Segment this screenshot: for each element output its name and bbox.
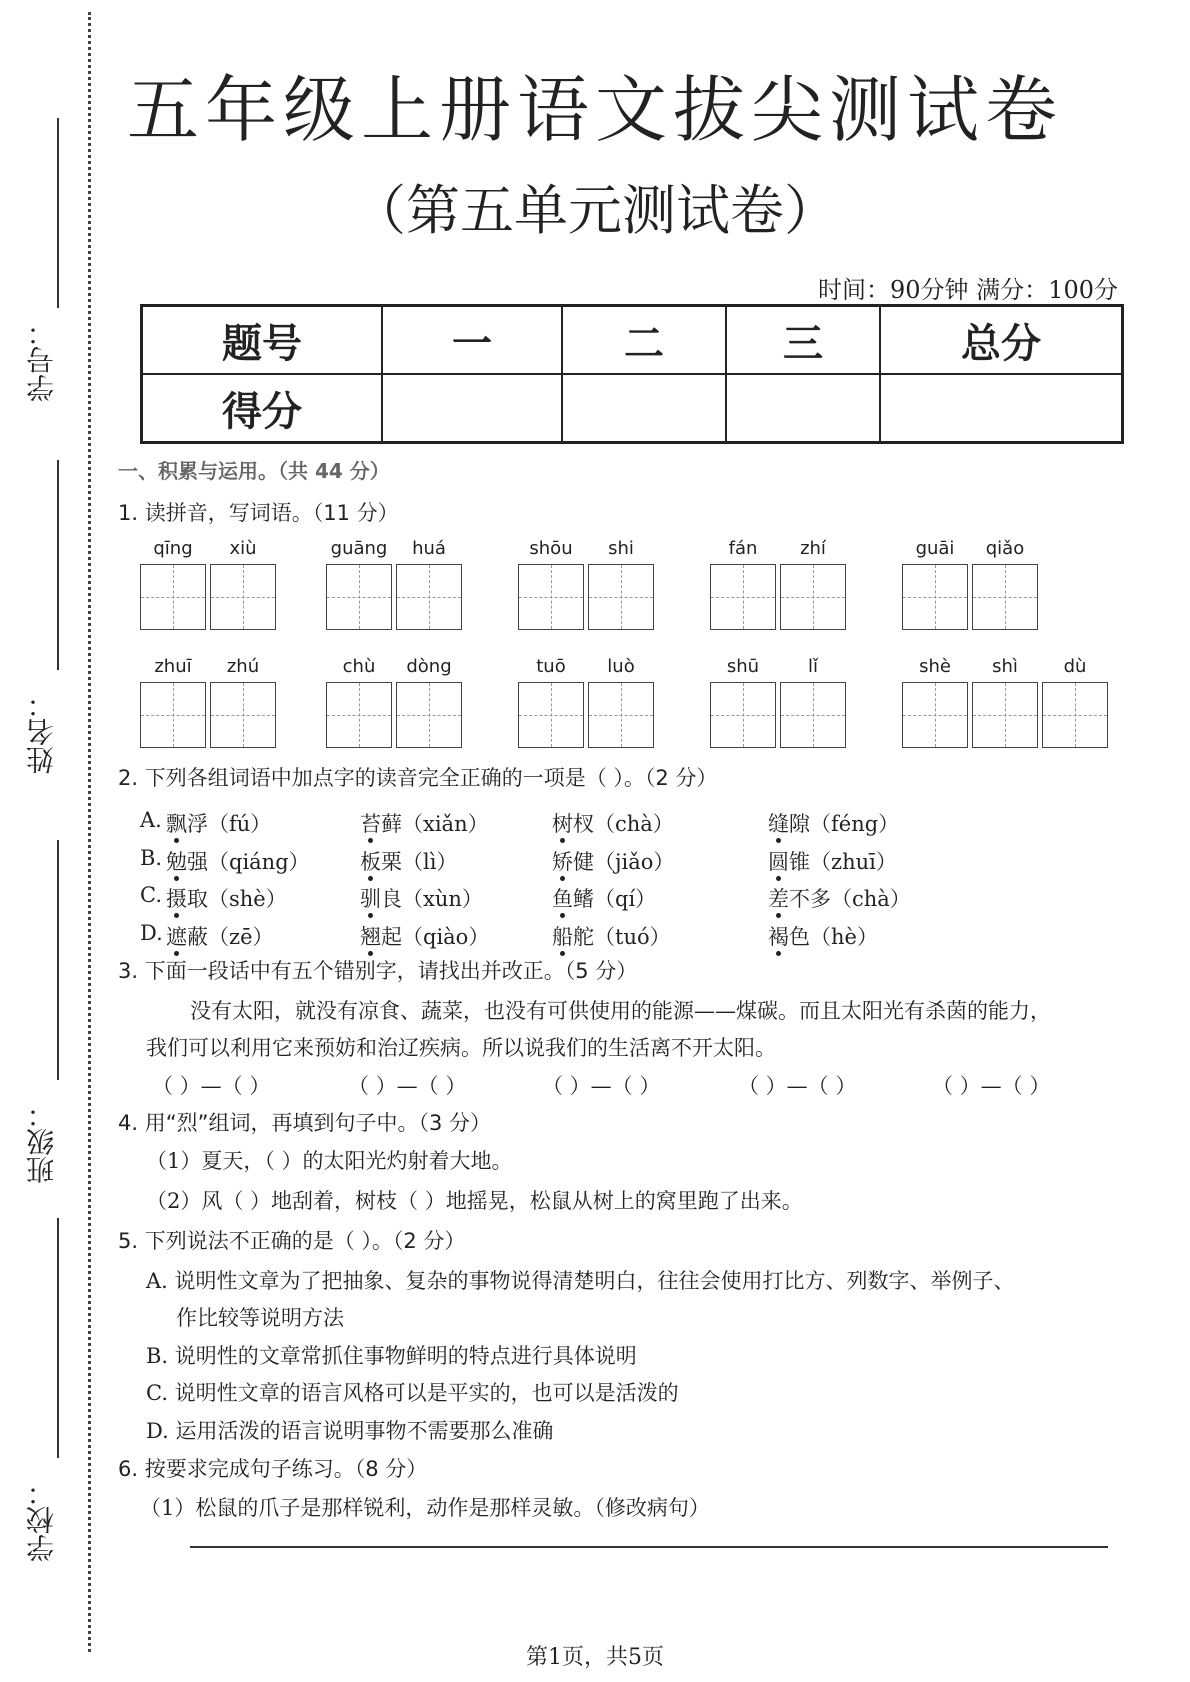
q3-paragraph-line2: 我们可以利用它来预妨和治辽疾病。所以说我们的生活离不开太阳。	[146, 1036, 776, 1060]
q5-option-c: C. 说明性文章的语言风格可以是平实的，也可以是活泼的	[146, 1381, 679, 1405]
q2-title: 2. 下列各组词语中加点字的读音完全正确的一项是（ ）。（2 分）	[118, 766, 718, 790]
score-cell: 得分	[142, 374, 383, 443]
pinyin-reading: （zē）	[208, 925, 274, 949]
dotted-character: 褐	[768, 925, 789, 949]
page-subtitle: （第五单元测试卷）	[352, 179, 838, 242]
dotted-character: 飘	[166, 812, 187, 836]
score-input-cell[interactable]	[562, 374, 726, 443]
name-label: 姓名：	[25, 690, 58, 774]
tianzige-box[interactable]	[140, 682, 206, 748]
dotted-character: 苔	[360, 812, 381, 836]
tianzige-box[interactable]	[1042, 682, 1108, 748]
q2-option-label: C.	[140, 883, 162, 907]
tianzige-box[interactable]	[396, 564, 462, 630]
pinyin-label: chù	[342, 656, 376, 677]
pinyin-reading: （xùn）	[402, 887, 483, 911]
pinyin-label: fán	[728, 538, 758, 559]
q2-option-label: B.	[140, 846, 163, 870]
tianzige-box[interactable]	[140, 564, 206, 630]
q2-word	[552, 846, 674, 876]
score-cell: 二	[562, 306, 726, 375]
dotted-character: 圆	[768, 850, 789, 874]
q2-word	[360, 808, 489, 838]
tianzige-box[interactable]	[326, 564, 392, 630]
q2-word	[552, 921, 671, 951]
word-rest: 取	[187, 887, 208, 911]
q3-blank-1[interactable]: （ ）—（ ）	[152, 1074, 271, 1098]
q2-word	[552, 883, 656, 913]
word-rest: 锥	[789, 850, 810, 874]
word-rest: 栗	[381, 850, 402, 874]
q5-title: 5. 下列说法不正确的是（ ）。（2 分）	[118, 1229, 466, 1253]
dotted-character: 摄	[166, 887, 187, 911]
pinyin-reading: （xiǎn）	[402, 812, 489, 836]
class-line	[57, 840, 59, 1080]
pinyin-reading: （shè）	[208, 887, 287, 911]
dotted-character: 缝	[768, 812, 789, 836]
word-rest: 健	[573, 850, 594, 874]
pinyin-reading: （tuó）	[594, 925, 671, 949]
q2-word	[360, 846, 457, 876]
tianzige-box[interactable]	[210, 564, 276, 630]
word-rest: 鳍	[573, 887, 594, 911]
pinyin-label: huá	[412, 538, 446, 559]
pinyin-reading: （chà）	[594, 812, 674, 836]
score-input-cell[interactable]	[726, 374, 880, 443]
pinyin-label: qīng	[153, 538, 193, 559]
word-rest: 隙	[789, 812, 810, 836]
score-cell: 三	[726, 306, 880, 375]
tianzige-box[interactable]	[780, 564, 846, 630]
q3-blank-5[interactable]: （ ）—（ ）	[932, 1074, 1051, 1098]
pinyin-label: shì	[992, 656, 1018, 677]
tianzige-box[interactable]	[972, 682, 1038, 748]
pinyin-label: zhí	[800, 538, 826, 559]
q2-word	[360, 883, 483, 913]
q3-blank-4[interactable]: （ ）—（ ）	[738, 1074, 857, 1098]
tianzige-box[interactable]	[210, 682, 276, 748]
pinyin-label: shè	[919, 656, 951, 677]
dotted-character: 树	[552, 812, 573, 836]
pinyin-reading: （fú）	[208, 812, 272, 836]
class-label: 班级：	[25, 1100, 58, 1184]
name-line	[57, 460, 59, 670]
word-rest: 藓	[381, 812, 402, 836]
pinyin-label: qiǎo	[985, 538, 1025, 559]
score-cell: 总分	[880, 306, 1123, 375]
pinyin-label: guāi	[915, 538, 955, 559]
dotted-character: 船	[552, 925, 573, 949]
tianzige-box[interactable]	[902, 564, 968, 630]
q4-sentence-1: （1）夏天，（ ）的太阳光灼射着大地。	[146, 1149, 513, 1173]
pinyin-reading: （chà）	[831, 887, 911, 911]
q6-title: 6. 按要求完成句子练习。（8 分）	[118, 1457, 428, 1481]
score-table	[140, 304, 1124, 444]
pinyin-label: shōu	[529, 538, 573, 559]
tianzige-box[interactable]	[326, 682, 392, 748]
pinyin-label: tuō	[536, 656, 566, 677]
pinyin-label: guāng	[330, 538, 388, 559]
tianzige-box[interactable]	[396, 682, 462, 748]
student-no-label: 学号：	[25, 318, 58, 402]
pinyin-label: shū	[726, 656, 760, 677]
score-input-cell[interactable]	[382, 374, 562, 443]
pinyin-label: lǐ	[807, 656, 818, 677]
tianzige-box[interactable]	[518, 564, 584, 630]
q5-option-b: B. 说明性的文章常抓住事物鲜明的特点进行具体说明	[146, 1344, 637, 1368]
pinyin-label: zhú	[226, 656, 260, 677]
pinyin-reading: （jiǎo）	[594, 850, 675, 874]
pinyin-reading: （zhuī）	[810, 850, 897, 874]
q2-option-label: D.	[140, 921, 163, 945]
dotted-character: 鱼	[552, 887, 573, 911]
tianzige-box[interactable]	[518, 682, 584, 748]
tianzige-box[interactable]	[588, 564, 654, 630]
q3-title: 3. 下面一段话中有五个错别字，请找出并改正。（5 分）	[118, 959, 638, 983]
q2-word	[552, 808, 674, 838]
q2-word	[768, 883, 911, 913]
pinyin-reading: （qiào）	[402, 925, 490, 949]
q2-word	[768, 921, 878, 951]
q3-blank-2[interactable]: （ ）—（ ）	[348, 1074, 467, 1098]
tianzige-box[interactable]	[902, 682, 968, 748]
tianzige-box[interactable]	[710, 682, 776, 748]
tianzige-box[interactable]	[972, 564, 1038, 630]
tianzige-box[interactable]	[588, 682, 654, 748]
q1-title: 1. 读拼音，写词语。（11 分）	[118, 501, 399, 525]
pinyin-label: zhuī	[154, 656, 192, 677]
page-footer: 第1页，共5页	[526, 1645, 664, 1670]
q3-blank-3[interactable]: （ ）—（ ）	[542, 1074, 661, 1098]
tianzige-box[interactable]	[710, 564, 776, 630]
q2-option-label: A.	[140, 808, 162, 832]
dotted-character: 板	[360, 850, 381, 874]
score-cell: 一	[382, 306, 562, 375]
q4-title: 4. 用“烈”组词，再填到句子中。（3 分）	[118, 1111, 492, 1135]
pinyin-reading: （qiáng）	[208, 850, 310, 874]
q2-word	[166, 846, 310, 876]
q3-paragraph-line1: 没有太阳，就没有凉食、蔬菜，也没有可供使用的能源——煤碳。而且太阳光有杀茵的能力，	[190, 999, 1051, 1023]
word-rest: 蔽	[187, 925, 208, 949]
score-cell: 题号	[142, 306, 383, 375]
dotted-character: 差	[768, 887, 789, 911]
dotted-character: 遮	[166, 925, 187, 949]
word-rest: 浮	[187, 812, 208, 836]
word-rest: 杈	[573, 812, 594, 836]
pinyin-reading: （lì）	[402, 850, 458, 874]
score-table-header-row	[142, 306, 1123, 375]
word-rest: 良	[381, 887, 402, 911]
score-table-score-row	[142, 374, 1123, 443]
dotted-character: 翘	[360, 925, 381, 949]
pinyin-reading: （qí）	[594, 887, 657, 911]
word-rest: 色	[789, 925, 810, 949]
answer-line[interactable]	[190, 1546, 1108, 1548]
word-rest: 不多	[789, 887, 831, 911]
pinyin-label: shi	[608, 538, 634, 559]
dotted-character: 勉	[166, 850, 187, 874]
time-score-info: 时间：90分钟 满分：100分	[818, 276, 1118, 304]
section-heading: 一、积累与运用。（共 44 分）	[118, 459, 390, 483]
q5-option-a-cont: 作比较等说明方法	[176, 1306, 344, 1330]
word-rest: 强	[187, 850, 208, 874]
q5-option-a: A. 说明性文章为了把抽象、复杂的事物说得清楚明白，往往会使用打比方、列数字、举例子、	[146, 1269, 1015, 1293]
q6-sentence-1: （1）松鼠的爪子是那样锐利，动作是那样灵敏。（修改病句）	[140, 1496, 710, 1520]
pinyin-reading: （féng）	[810, 812, 900, 836]
dotted-character: 矫	[552, 850, 573, 874]
school-label: 学校：	[25, 1478, 58, 1562]
pinyin-label: xiù	[229, 538, 257, 559]
word-rest: 起	[381, 925, 402, 949]
q4-sentence-2: （2）风（ ）地刮着，树枝（ ）地摇晃，松鼠从树上的窝里跑了出来。	[146, 1189, 803, 1213]
pinyin-label: luò	[607, 656, 635, 677]
school-line	[57, 1218, 59, 1458]
word-rest: 舵	[573, 925, 594, 949]
q2-word	[166, 808, 271, 838]
q2-word	[360, 921, 489, 951]
score-input-cell[interactable]	[880, 374, 1123, 443]
tianzige-box[interactable]	[780, 682, 846, 748]
q5-option-d: D. 运用活泼的语言说明事物不需要那么准确	[146, 1419, 554, 1443]
q2-word	[166, 921, 274, 951]
pinyin-label: dòng	[406, 656, 452, 677]
dotted-character: 驯	[360, 887, 381, 911]
q2-word	[166, 883, 287, 913]
binding-dotted-line	[88, 12, 91, 1652]
q2-word	[768, 846, 897, 876]
page-title: 五年级上册语文拔尖测试卷	[126, 68, 1063, 152]
pinyin-label: dù	[1063, 656, 1087, 677]
q2-word	[768, 808, 899, 838]
pinyin-reading: （hè）	[810, 925, 878, 949]
